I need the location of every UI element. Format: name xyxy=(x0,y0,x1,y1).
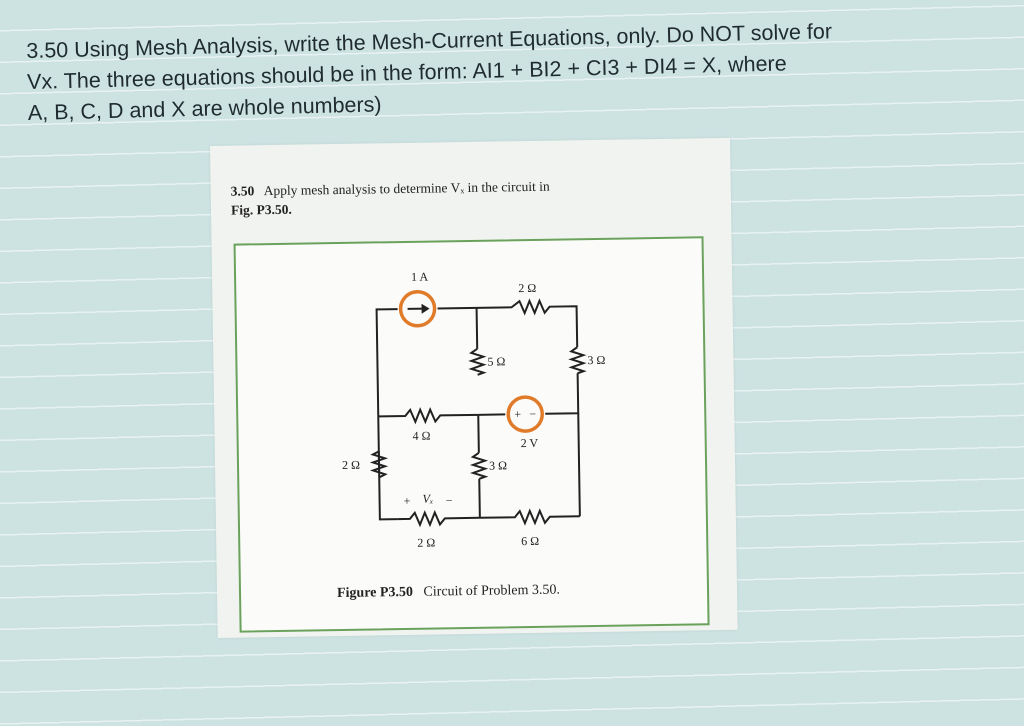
label-voltage-source: 2 V xyxy=(520,435,539,451)
label-r-left-2ohm: 2 Ω xyxy=(341,457,361,472)
current-source-1a xyxy=(400,291,435,326)
label-r-center-3ohm: 3 Ω xyxy=(488,458,508,473)
problem-text: Apply mesh analysis to determine Vₓ in the circuit in xyxy=(263,178,550,199)
voltage-source-minus: − xyxy=(529,406,537,422)
voltage-source-circle xyxy=(508,397,543,432)
prompt-line-3: A, B, C, D and X are whole numbers) xyxy=(27,92,382,125)
label-vx-minus: − xyxy=(445,493,453,508)
voltage-source-plus: + xyxy=(514,407,522,422)
figure-caption xyxy=(337,583,560,603)
figure-label: Figure P3.50 xyxy=(336,584,414,602)
figure-reference: Fig. P3.50. xyxy=(230,201,292,218)
textbook-problem xyxy=(231,174,702,219)
circuit-wires xyxy=(376,300,579,525)
problem-number: 3.50 xyxy=(230,183,255,199)
figure-frame xyxy=(234,236,710,632)
label-r-bottom-6ohm: 6 Ω xyxy=(521,533,540,549)
label-r-4ohm: 4 Ω xyxy=(412,428,431,443)
prompt-line-2: Vx. The three equations should be in the form: AI1 + BI2 + CI3 + DI4 = X, where xyxy=(26,51,787,94)
label-r-bottom-2ohm: 2 Ω xyxy=(417,535,436,550)
label-r-top: 2 Ω xyxy=(518,280,537,296)
figure-caption-text: Circuit of Problem 3.50. xyxy=(423,582,561,600)
label-current-source: 1 A xyxy=(410,269,429,284)
circuit-diagram xyxy=(236,238,707,585)
voltage-source-2v xyxy=(508,397,543,432)
label-r-5ohm: 5 Ω xyxy=(487,354,506,369)
prompt-line-1: 3.50 Using Mesh Analysis, write the Mesh-Current Equations, only. Do NOT solve for xyxy=(26,19,833,63)
label-vx-plus: + xyxy=(403,493,411,509)
textbook-excerpt xyxy=(210,138,738,638)
label-r-right-3ohm: 3 Ω xyxy=(587,352,606,368)
label-vx: Vₓ xyxy=(422,491,434,506)
